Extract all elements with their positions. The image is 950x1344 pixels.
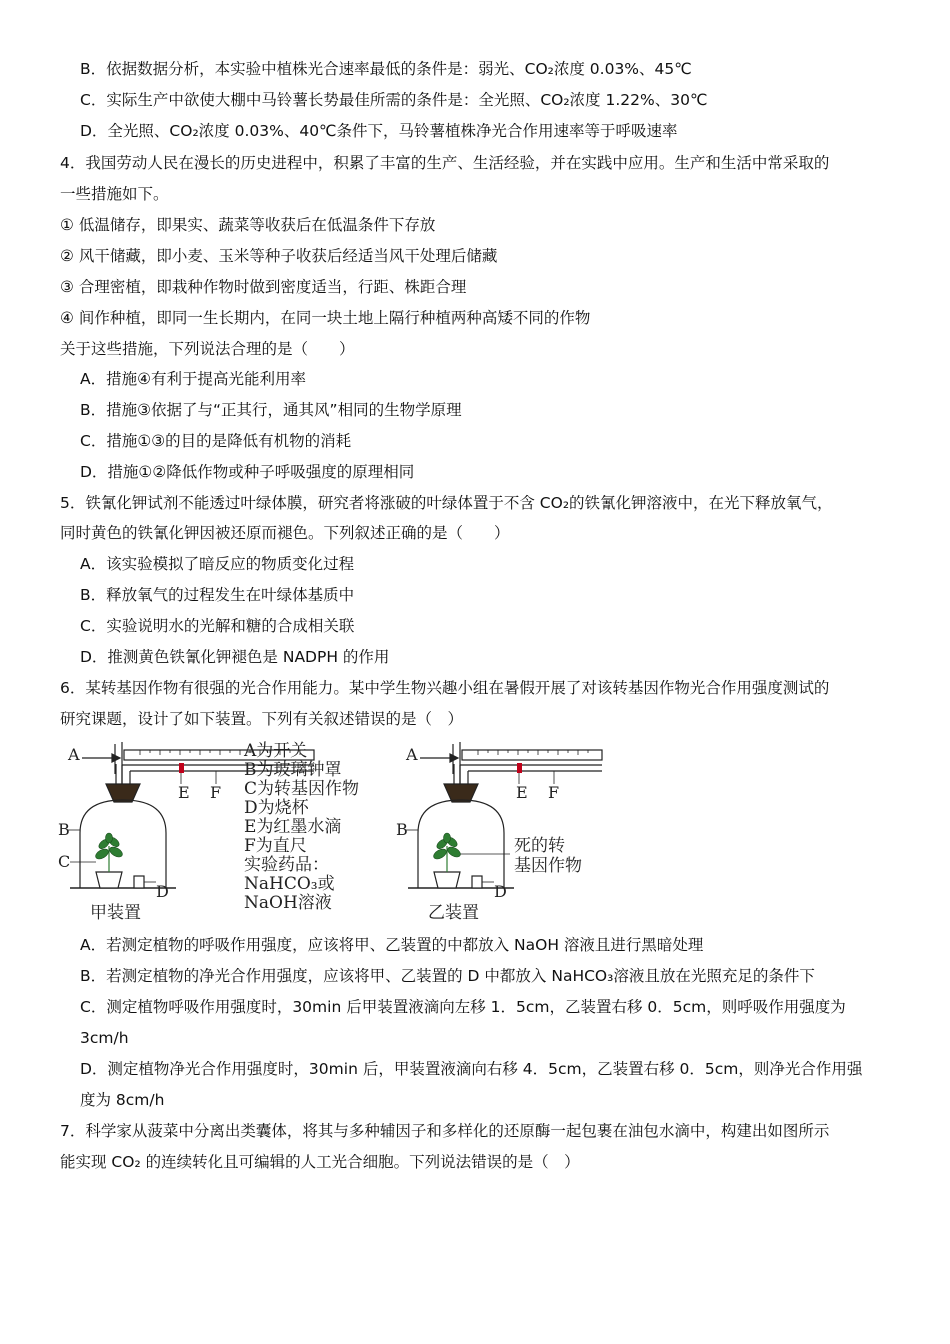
flower-pot bbox=[434, 872, 460, 888]
q3-option-d: D．全光照、CO₂浓度 0.03%、40℃条件下，马铃薯植株净光合作用速率等于呼吸速率 bbox=[80, 122, 678, 140]
label-a: A bbox=[406, 745, 418, 764]
legend-line: C为转基因作物 bbox=[244, 779, 360, 799]
q4-option-b: B．措施③依据了与“正其行，通其风”相同的生物学原理 bbox=[80, 401, 462, 419]
label-f: F bbox=[548, 783, 560, 802]
q4-measure-4: ④ 间作种植，即同一生长期内，在同一块土地上隔行种植两种高矮不同的作物 bbox=[60, 309, 591, 327]
q4-stem-line1: 4．我国劳动人民在漫长的历史进程中，积累了丰富的生产、生活经验，并在实践中应用。生产和生活中常采取的 bbox=[60, 154, 830, 172]
legend-line: B为玻璃钟罩 bbox=[244, 760, 342, 780]
beaker-d bbox=[134, 876, 144, 888]
ruler-ticks bbox=[478, 750, 588, 755]
q5-option-a: A．该实验模拟了暗反应的物质变化过程 bbox=[80, 555, 355, 573]
legend bbox=[243, 741, 359, 913]
label-a: A bbox=[68, 745, 80, 764]
q4-option-d: D．措施①②降低作物或种子呼吸强度的原理相同 bbox=[80, 463, 415, 481]
glass-bell-jar-b bbox=[418, 800, 504, 888]
ruler-f bbox=[462, 750, 602, 760]
q7-stem-line1: 7．科学家从菠菜中分离出类囊体，将其与多种辅因子和多样化的还原酶一起包裹在油包水滴中，构建出如图所示 bbox=[60, 1122, 830, 1140]
legend-line: NaHCO₃或 bbox=[244, 874, 335, 894]
q5-option-b: B．释放氧气的过程发生在叶绿体基质中 bbox=[80, 586, 355, 604]
dead-plant-label: 死的转 bbox=[514, 836, 565, 856]
flower-pot bbox=[96, 872, 122, 888]
legend-line: 实验药品： bbox=[244, 855, 329, 875]
q6-option-d-line1: D．测定植物净光合作用强度时，30min 后，甲装置液滴向右移 4．5cm，乙装置右移 0．5cm，则净光合作用强 bbox=[80, 1060, 863, 1078]
legend-line: NaOH溶液 bbox=[244, 893, 332, 913]
ink-drop-e bbox=[517, 763, 522, 773]
label-c: C bbox=[58, 852, 71, 871]
q5-option-c: C．实验说明水的光解和糖的合成相关联 bbox=[80, 617, 355, 635]
q3-option-c: C．实际生产中欲使大棚中马铃薯长势最佳所需的条件是：全光照、CO₂浓度 1.22%、30℃ bbox=[80, 91, 708, 109]
apparatus-diagram bbox=[60, 738, 620, 928]
arrow-head-icon bbox=[450, 754, 458, 762]
legend-line: E为红墨水滴 bbox=[244, 817, 342, 837]
label-d: D bbox=[494, 882, 507, 901]
q5-stem-line1: 5．铁氰化钾试剂不能透过叶绿体膜，研究者将涨破的叶绿体置于不含 CO₂的铁氰化钾溶液中，在光下释放氧气， bbox=[60, 494, 833, 512]
arrow-head-icon bbox=[112, 754, 120, 762]
label-e: E bbox=[516, 783, 528, 802]
legend-line: D为烧杯 bbox=[244, 798, 309, 818]
legend-line: A为开关 bbox=[244, 741, 308, 761]
glass-bell-jar-b bbox=[80, 800, 166, 888]
q6-apparatus-figure bbox=[60, 738, 620, 928]
q6-stem-line2: 研究课题，设计了如下装置。下列有关叙述错误的是（ ） bbox=[60, 710, 464, 728]
legend-line: F为直尺 bbox=[244, 836, 307, 856]
caption-yi: 乙装置 bbox=[428, 903, 479, 923]
q6-stem-line1: 6．某转基因作物有很强的光合作用能力。某中学生物兴趣小组在暑假开展了对该转基因作物光合作用强度测试的 bbox=[60, 679, 830, 697]
label-b: B bbox=[58, 820, 70, 839]
q6-option-a: A．若测定植物的呼吸作用强度，应该将甲、乙装置的中都放入 NaOH 溶液且进行黑暗处理 bbox=[80, 936, 704, 954]
q7-stem-line2: 能实现 CO₂ 的连续转化且可编辑的人工光合细胞。下列说法错误的是（ ） bbox=[60, 1153, 580, 1171]
q5-stem-line2: 同时黄色的铁氰化钾因被还原而褪色。下列叙述正确的是（ ） bbox=[60, 524, 510, 542]
q4-option-c: C．措施①③的目的是降低有机物的消耗 bbox=[80, 432, 352, 450]
q6-option-d-line2: 度为 8cm/h bbox=[80, 1091, 165, 1109]
q6-option-c-line2: 3cm/h bbox=[80, 1029, 129, 1047]
q5-option-d: D．推测黄色铁氰化钾褪色是 NADPH 的作用 bbox=[80, 648, 390, 666]
q4-stem-line2: 一些措施如下。 bbox=[60, 185, 169, 203]
q3-option-b: B．依据数据分析，本实验中植株光合速率最低的条件是：弱光、CO₂浓度 0.03%、45℃ bbox=[80, 60, 692, 78]
ink-drop-e bbox=[179, 763, 184, 773]
label-e: E bbox=[178, 783, 190, 802]
q4-measure-3: ③ 合理密植，即栽种作物时做到密度适当，行距、株距合理 bbox=[60, 278, 467, 296]
q4-question: 关于这些措施，下列说法合理的是（ ） bbox=[60, 340, 355, 358]
q4-measure-2: ② 风干储藏，即小麦、玉米等种子收获后经适当风干处理后储藏 bbox=[60, 247, 498, 265]
label-b: B bbox=[396, 820, 408, 839]
q6-option-c-line1: C．测定植物呼吸作用强度时，30min 后甲装置液滴向左移 1．5cm，乙装置右移 0．5cm，则呼吸作用强度为 bbox=[80, 998, 846, 1016]
caption-jia: 甲装置 bbox=[90, 903, 141, 923]
label-d: D bbox=[156, 882, 169, 901]
beaker-d bbox=[472, 876, 482, 888]
stopper bbox=[106, 784, 140, 802]
q4-measure-1: ① 低温储存，即果实、蔬菜等收获后在低温条件下存放 bbox=[60, 216, 436, 234]
stopper bbox=[444, 784, 478, 802]
q6-option-b: B．若测定植物的净光合作用强度，应该将甲、乙装置的 D 中都放入 NaHCO₃溶液且放在光照充足的条件下 bbox=[80, 967, 815, 985]
dead-plant-label: 基因作物 bbox=[514, 856, 582, 876]
label-f: F bbox=[210, 783, 222, 802]
q4-option-a: A．措施④有利于提高光能利用率 bbox=[80, 370, 306, 388]
